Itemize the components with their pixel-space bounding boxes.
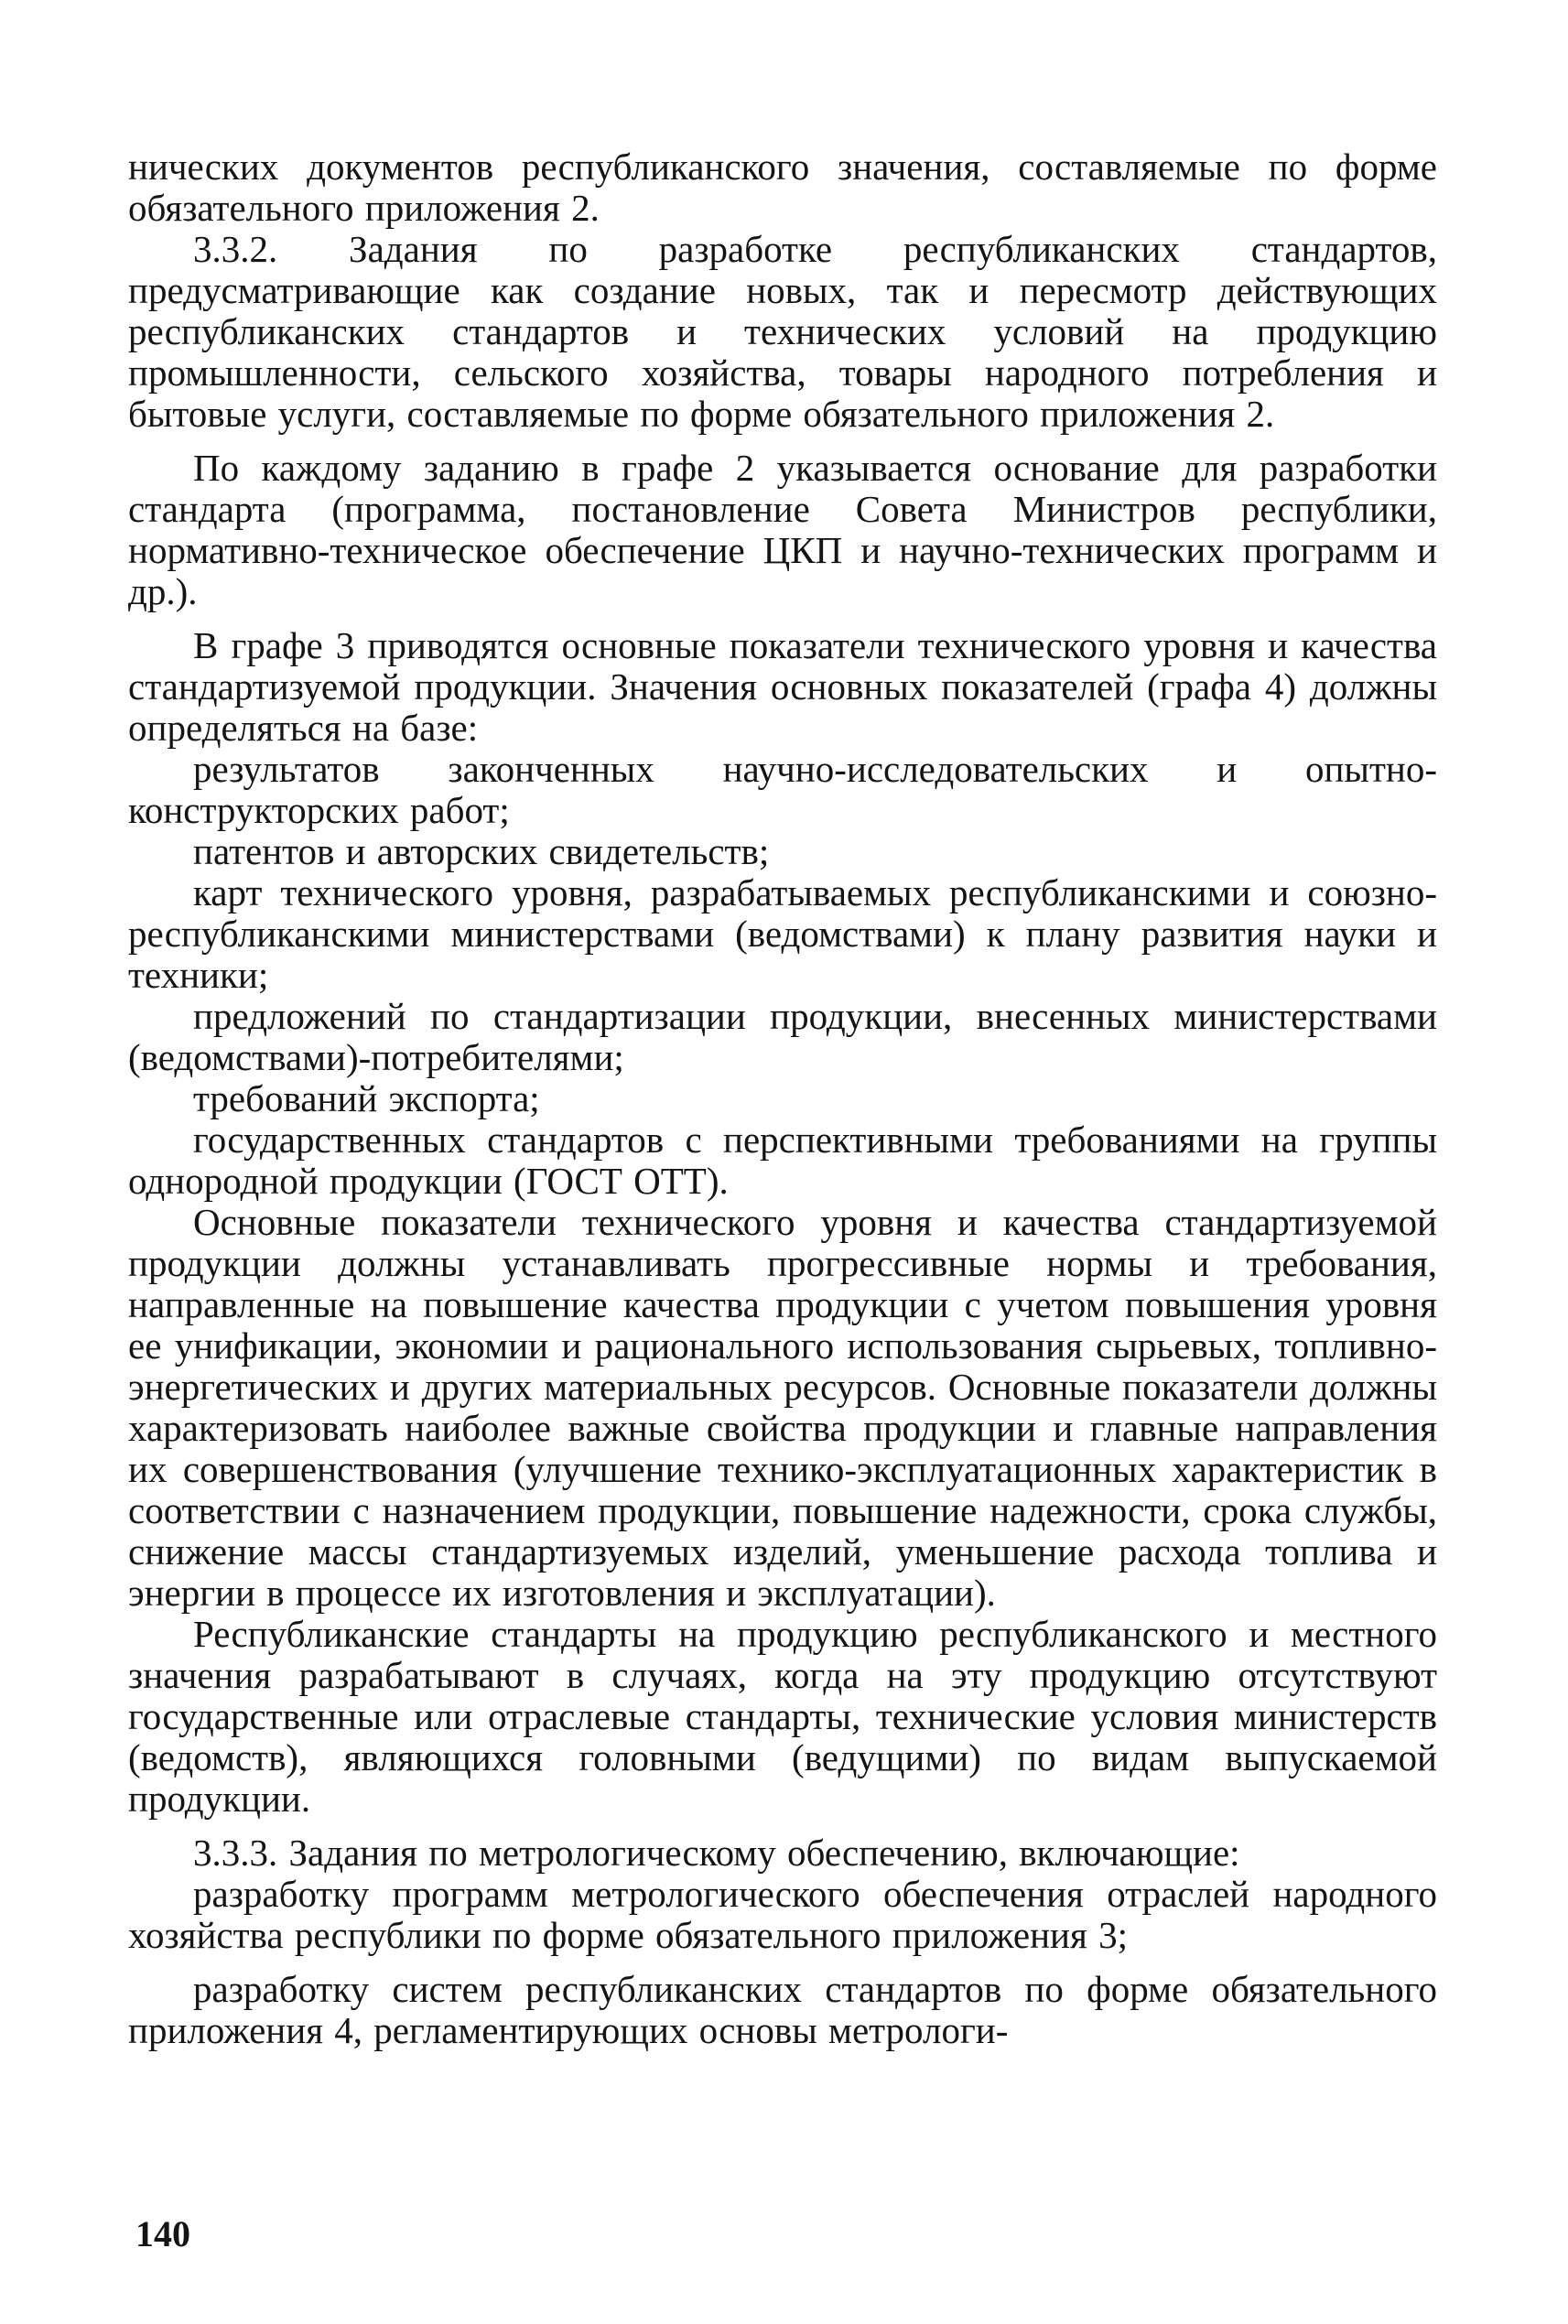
list-item-state-standards: государственных стандартов с перспективными требованиями на группы однородной продукции (ГОСТ ОТТ). — [128, 1119, 1437, 1202]
list-item-export-requirements: требований экспорта; — [193, 1077, 540, 1119]
list-item-patents: патентов и авторских свидетельств; — [193, 830, 770, 872]
paragraph-section-3-3-2: 3.3.2. Задания по разработке республиканских стандартов, предусматривающие как создание новых, так и пересмотр действующих республиканских стандартов и технических условий на продукцию промышленности, сельского хозяйства, товары народного потребления и бытовые услуги, составляемые по форме обязательного приложения 2. — [128, 228, 1437, 435]
paragraph-continuation: нических документов республиканского значения, составляемые по форме обязательного приложения 2. — [128, 146, 1437, 229]
list-item-research-results: результатов законченных научно-исследовательских и опытно-конструкторских работ; — [128, 748, 1437, 831]
page-body — [128, 146, 1437, 2051]
paragraph-main-indicators: Основные показатели технического уровня и качества стандартизуемой продукции должны устанавливать прогрессивные нормы и требования, направленные на повышение качества продукции с учетом повышения уровня ее унификации, экономии и рационального использования сырьевых, топливно-энергетических и других материальных ресурсов. Основные показатели должны характеризовать наиболее важные свойства продукции и главные направления их совершенствования (улучшение технико-эксплуатационных характеристик в соответствии с назначением продукции, повышение надежности, срока службы, снижение массы стандартизуемых изделий, уменьшение расхода топлива и энергии в процессе их изготовления и эксплуатации). — [128, 1201, 1437, 1614]
paragraph-task-basis: По каждому заданию в графе 2 указывается основание для разработки стандарта (программа, постановление Совета Министров республики, нормативно-техническое обеспечение ЦКП и научно-технических программ и др.). — [128, 447, 1437, 612]
page-number: 140 — [135, 2213, 190, 2254]
paragraph-republican-standards: Республиканские стандарты на продукцию республиканского и местного значения разрабатывают в случаях, когда на эту продукцию отсутствуют государственные или отраслевые стандарты, технические условия министерств (ведомств), являющихся головными (ведущими) по видам выпускаемой продукции. — [128, 1613, 1437, 1820]
list-item-technical-level-cards: карт технического уровня, разрабатываемых республиканскими и союзно-республиканскими министерствами (ведомствами) к плану развития науки и техники; — [128, 871, 1437, 996]
paragraph-section-3-3-3: 3.3.3. Задания по метрологическому обеспечению, включающие: — [193, 1832, 1240, 1874]
paragraph-column-3: В графе 3 приводятся основные показатели технического уровня и качества стандартизуемой продукции. Значения основных показателей (графа 4) должны определяться на базе: — [128, 624, 1437, 749]
list-item-proposals: предложений по стандартизации продукции, внесенных министерствами (ведомствами)-потребителями; — [128, 995, 1437, 1078]
list-item-metrology-programs: разработку программ метрологического обеспечения отраслей народного хозяйства республики по форме обязательного приложения 3; — [128, 1873, 1437, 1956]
list-item-standard-systems: разработку систем республиканских стандартов по форме обязательного приложения 4, регламентирующих основы метрологи- — [128, 1968, 1437, 2051]
